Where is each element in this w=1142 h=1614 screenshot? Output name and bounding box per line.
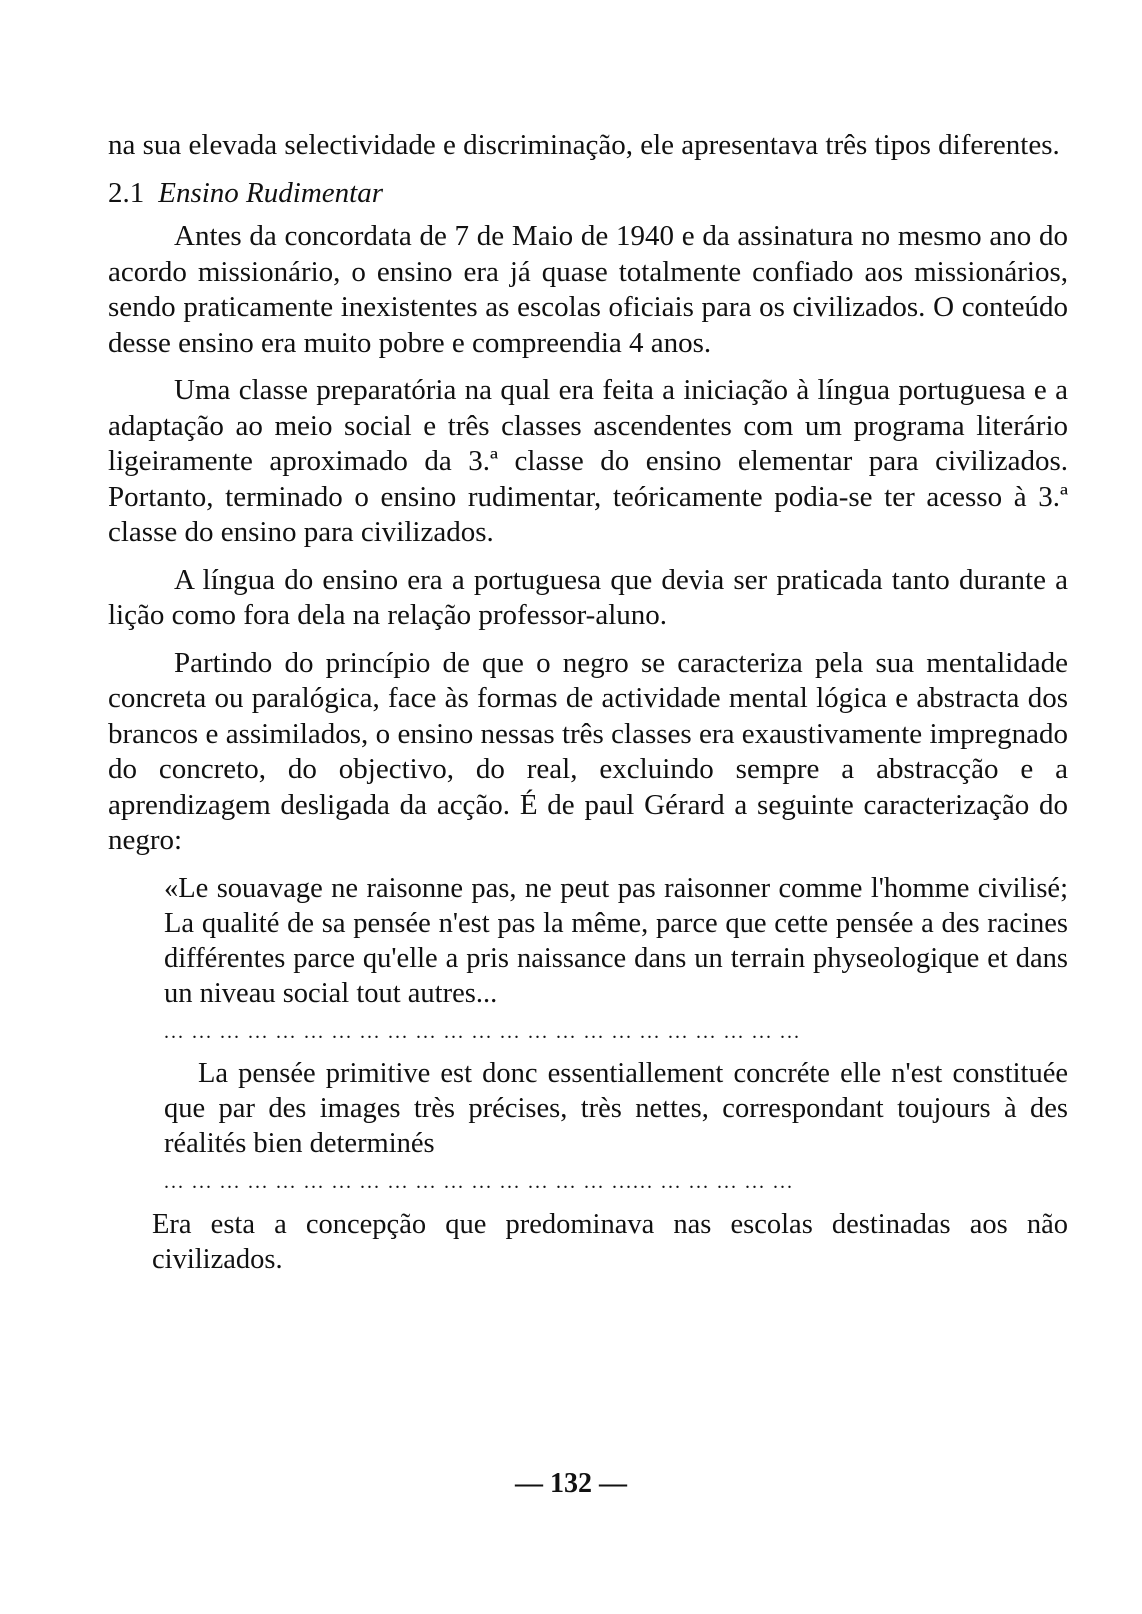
paragraph-closing: Era esta a concepção que predominava nas escolas destinadas aos não civilizados.	[152, 1208, 1068, 1275]
ellipsis-line-2: ... ... ... ... ... ... ... ... ... ... ... ... ... ... ... ... ...... ... ... ... ... ...	[164, 1171, 794, 1193]
quote-paragraph-1: «Le souavage ne raisonne pas, ne peut pas raisonner comme l'homme civilisé; La qualité de sa pensée n'est pas la même, parce que cette pensée a des racines différentes parce qu'elle a pris naissance dans un terrain physeologique et dans un niveau social tout autres...	[164, 872, 1068, 1009]
ellipsis-line-1: ... ... ... ... ... ... ... ... ... ... ... ... ... ... ... ... ... ... ... ... ... ... ...	[164, 1020, 801, 1043]
page-body	[108, 128, 1068, 1277]
paragraph-lingua-ensino: A língua do ensino era a portuguesa que devia ser praticada tanto durante a lição como fora dela na relação professor-aluno.	[108, 563, 1068, 631]
section-title: Ensino Rudimentar	[158, 176, 383, 209]
quote-paragraph-2: La pensée primitive est donc essentiallement concréte elle n'est constituée que par des images très précises, très nettes, correspondant toujours à des réalités bien determinés	[164, 1058, 1068, 1159]
section-number: 2.1	[108, 176, 145, 209]
paragraph-principio: Partindo do princípio de que o negro se caracteriza pela sua mentalidade concreta ou paralógica, face às formas de actividade mental lógica e abstracta dos brancos e assimilados, o ensino nessas três classes era exaustivamente impregnado do concreto, do objectivo, do real, excluindo sempre a abstracção e a aprendizagem desligada da acção. É de paul Gérard a seguinte caracterização do negro:	[108, 646, 1068, 856]
section-heading	[108, 176, 1068, 212]
paragraph-classe-preparatoria: Uma classe preparatória na qual era feita a iniciação à língua portuguesa e a adaptação ao meio social e três classes ascendentes com um programa literário ligeiramente aproximado da 3.ª classe do ensino elementar para civilizados. Portanto, terminado o ensino rudimentar, teóricamente podia-se ter acesso à 3.ª classe do ensino para civilizados.	[108, 374, 1068, 548]
page-number: — 132 —	[515, 1468, 627, 1499]
paragraph-concordata: Antes da concordata de 7 de Maio de 1940 e da assinatura no mesmo ano do acordo missionário, o ensino era já quase totalmente confiado aos missionários, sendo praticamente inexistentes as escolas oficiais para os civilizados. O conteúdo desse ensino era muito pobre e compreendia 4 anos.	[108, 220, 1068, 359]
paragraph-intro: na sua elevada selectividade e discriminação, ele apresentava três tipos diferentes.	[108, 129, 1060, 161]
quotation-block	[152, 871, 1068, 1277]
